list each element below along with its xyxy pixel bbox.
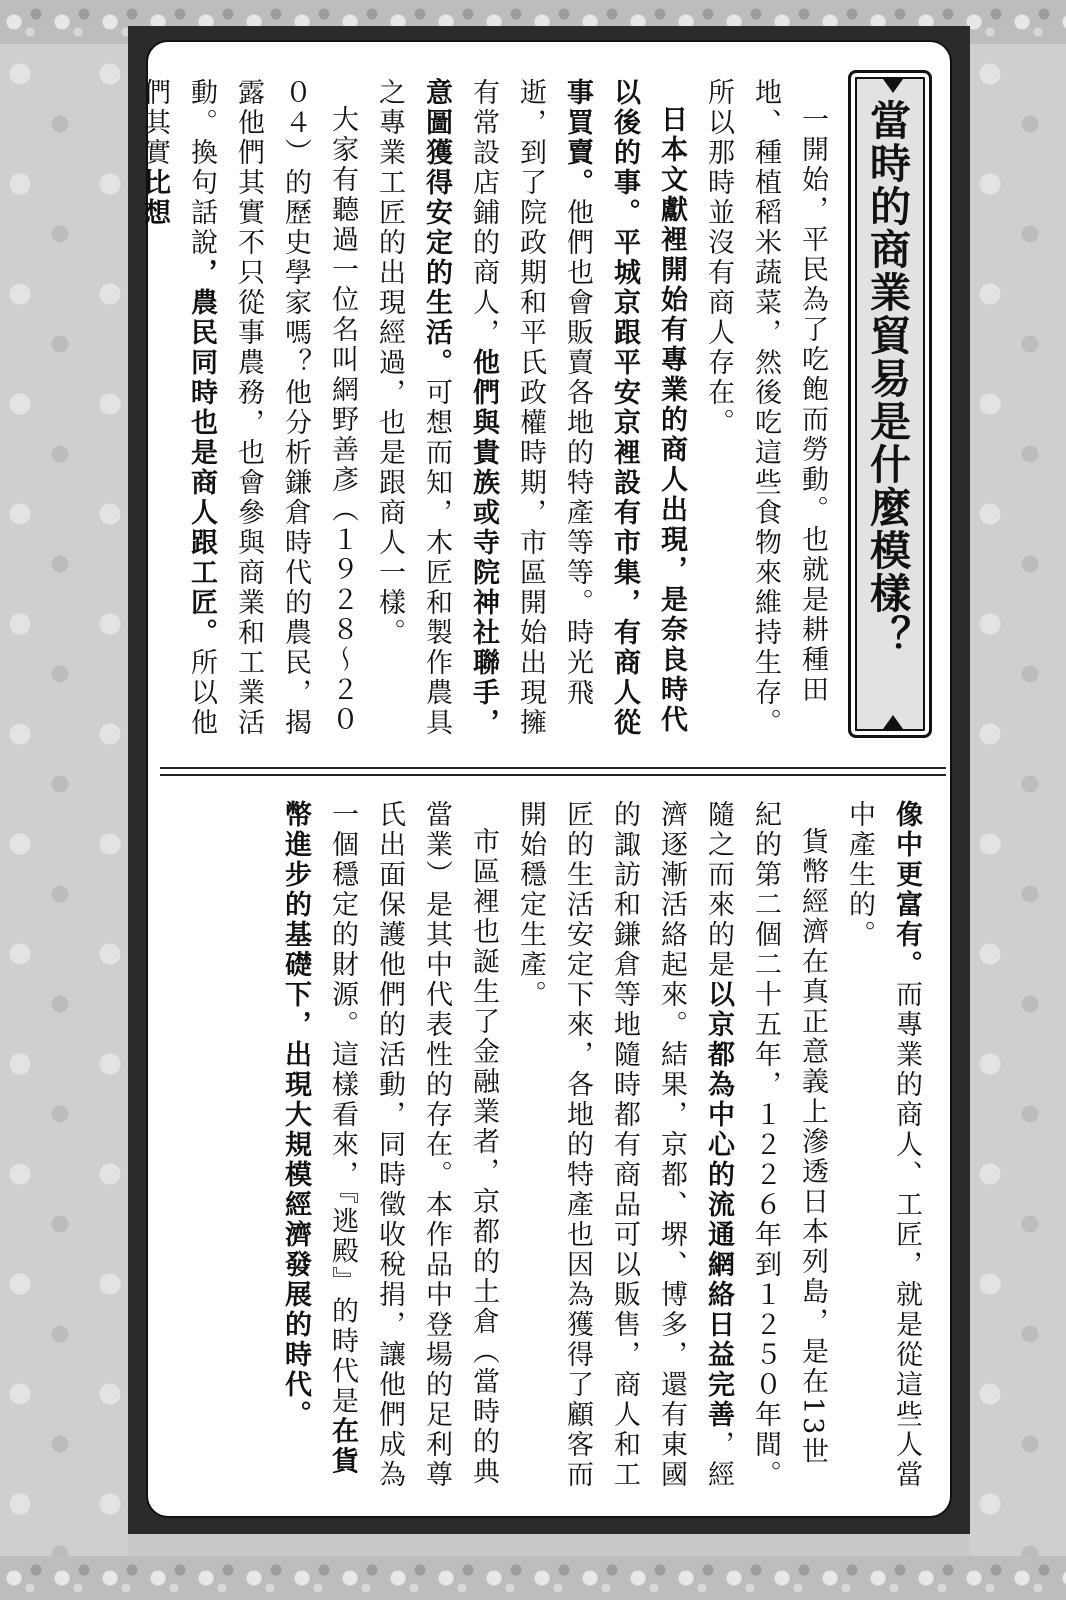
page-title: 當時的商業貿易是什麼模樣？ <box>863 99 911 658</box>
text-run-bold: 他們與貴族或寺院神社聯手，意圖獲得安定的生活。 <box>421 78 499 738</box>
lower-text-block <box>240 800 930 1490</box>
paragraph <box>272 800 507 1490</box>
text-run-bold: 平城京跟平安京裡設有市集，有商人從事買賣。 <box>562 78 640 738</box>
upper-text-block <box>139 78 836 746</box>
text-run-bold: 像中更富有。 <box>891 800 922 980</box>
paragraph <box>131 78 366 746</box>
title-box <box>848 70 932 738</box>
text-run: 市區裡也誕生了金融業者，京都的土倉（當時的典當業）是其中代表性的存在。本作品中登場的足利尊氏出面保護他們的活動，同時徵收稅捐，讓他們成為一個穩定的財源。這樣看來，『逃殿』的時代是 <box>327 800 499 1490</box>
paragraph <box>366 78 695 746</box>
left-texture <box>0 44 128 1556</box>
paragraph <box>836 800 930 1490</box>
text-run: 他們也會販賣各地的特產等等。時光飛逝，到了院政期和平氏政權時期，市區開始出現擁有常設店鋪的商人， <box>468 78 593 738</box>
section-divider <box>160 764 946 780</box>
text-run: 一開始，平民為了吃飽而勞動。也就是耕種田地、種植稻米蔬菜，然後吃這些食物來維持生存。所以那時並沒有商人存在。 <box>703 78 828 738</box>
text-run: 所以他們其實 <box>139 78 217 738</box>
text-run-bold: 以京都為中心的流通網絡日益完善 <box>703 980 734 1430</box>
text-run-bold: ，農民同時也是商人跟工匠。 <box>186 258 217 648</box>
text-run: 可想而知，木匠和製作農具之專業工匠的出現經過，也是跟商人一樣。 <box>374 78 452 738</box>
triangle-up-icon <box>883 715 903 729</box>
text-run: 大家有聽過一位名叫網野善彥（１９２８〜２００４）的歷史學家嗎？他分析鎌倉時代的農民，揭露他們其實不只從事農務，也會參與商業和工業活動。換句話說 <box>186 78 358 738</box>
text-run: 貨幣經濟在真正意義上滲透日本列島，是在13世紀的第二個二十五年，１２２６年到１２５０年間。隨之而來的是 <box>703 800 828 1490</box>
text-run-bold: 日本文獻裡開始有專業的商人出現，是奈良時代以後的事。 <box>609 78 687 735</box>
right-texture <box>970 44 1066 1556</box>
paragraph <box>695 78 836 746</box>
text-run-bold: 在貨幣進步的基礎下，出現大規模經濟發展的時代。 <box>280 800 358 1477</box>
triangle-down-icon <box>883 79 903 93</box>
bottom-decorative-border <box>0 1556 1066 1600</box>
text-run-bold: 比想 <box>139 168 170 228</box>
paragraph <box>507 800 836 1490</box>
text-run: ，經濟逐漸活絡起來。結果，京都、堺、博多，還有東國的諏訪和鎌倉等地隨時都有商品可以販售，商人和工匠的生活安定下來，各地的特產也因為獲得了顧客而開始穩定生產。 <box>515 800 734 1490</box>
text-run: 而專業的商人、工匠，就是從這些人當中產生的。 <box>844 800 922 1490</box>
